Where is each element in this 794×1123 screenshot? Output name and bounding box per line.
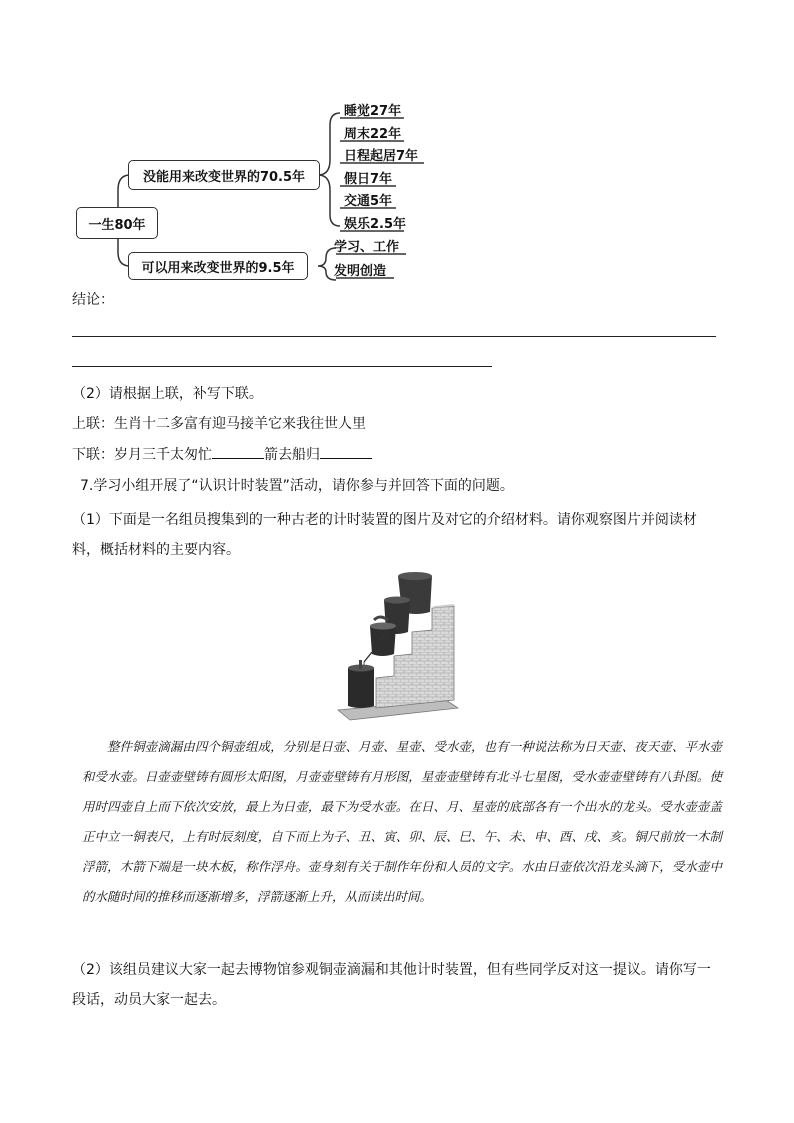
answer-line bbox=[72, 366, 492, 367]
mindmap-leaf: 娱乐2.5年 bbox=[344, 217, 407, 232]
clepsydra-illustration bbox=[336, 568, 460, 724]
mindmap-leaf: 假日7年 bbox=[344, 172, 393, 187]
lower-couplet bbox=[72, 444, 372, 465]
lower-couplet-part-a: 下联：岁月三千太匆忙 bbox=[72, 447, 212, 463]
blank-field bbox=[320, 444, 372, 459]
q7-1-line1: （1）下面是一名组员搜集到的一种古老的计时装置的图片及对它的介绍材料。请你观察图片并阅读材 bbox=[72, 512, 697, 528]
q7-2-line1: （2）该组员建议大家一起去博物馆参观铜壶滴漏和其他计时装置，但有些同学反对这一提议。请你写一 bbox=[72, 962, 711, 978]
q7-2-line2: 段话，动员大家一起去。 bbox=[72, 992, 226, 1008]
mindmap-leaf: 睡觉27年 bbox=[344, 104, 402, 119]
mindmap-leaf: 学习、工作 bbox=[334, 240, 400, 255]
q7-1-line2: 料，概括材料的主要内容。 bbox=[72, 542, 240, 558]
mindmap-leaf: 交通5年 bbox=[344, 194, 393, 209]
conclusion-label: 结论： bbox=[72, 292, 114, 308]
mindmap-leaf: 周末22年 bbox=[344, 127, 402, 142]
q2-prompt: （2）请根据上联，补写下联。 bbox=[72, 386, 263, 402]
q7-intro: 7.学习小组开展了“认识计时装置”活动，请你参与并回答下面的问题。 bbox=[80, 478, 514, 494]
clepsydra-material: 整件铜壶滴漏由四个铜壶组成，分别是日壶、月壶、星壶、受水壶，也有一种说法称为日天壶、夜天壶、平水壶和受水壶。日壶壶壁铸有圆形太阳图，月壶壶壁铸有月形图，星壶壶壁铸有北斗七星图，受水壶壶壁铸有八卦图。使用时四壶自上而下依次安放，最上为日壶，最下为受水壶。在日、月、星壶的底部各有一个出水的龙头。受水壶壶盖正中立一铜表尺，上有时辰刻度，自下而上为子、丑、寅、卯、辰、巳、午、未、申、酉、戌、亥。铜尺前放一木制浮箭，木箭下端是一块木板，称作浮舟。壶身刻有关于制作年份和人员的文字。水由日壶依次沿龙头滴下，受水壶中的水随时间的推移而逐渐增多，浮箭逐渐上升，从而读出时间。 bbox=[82, 739, 722, 904]
mindmap-leaf: 发明创造 bbox=[334, 264, 387, 279]
blank-field bbox=[212, 444, 264, 459]
mindmap-root: 一生80年 bbox=[76, 207, 158, 239]
lower-couplet-part-b: 箭去船归 bbox=[264, 447, 320, 463]
answer-line bbox=[72, 336, 716, 337]
mindmap-branch-top: 没能用来改变世界的70.5年 bbox=[128, 160, 320, 190]
mindmap-leaf: 日程起居7年 bbox=[344, 149, 419, 164]
upper-couplet: 上联：生肖十二多富有迎马接羊它来我往世人里 bbox=[72, 416, 366, 432]
mindmap-branch-bottom: 可以用来改变世界的9.5年 bbox=[128, 252, 308, 280]
